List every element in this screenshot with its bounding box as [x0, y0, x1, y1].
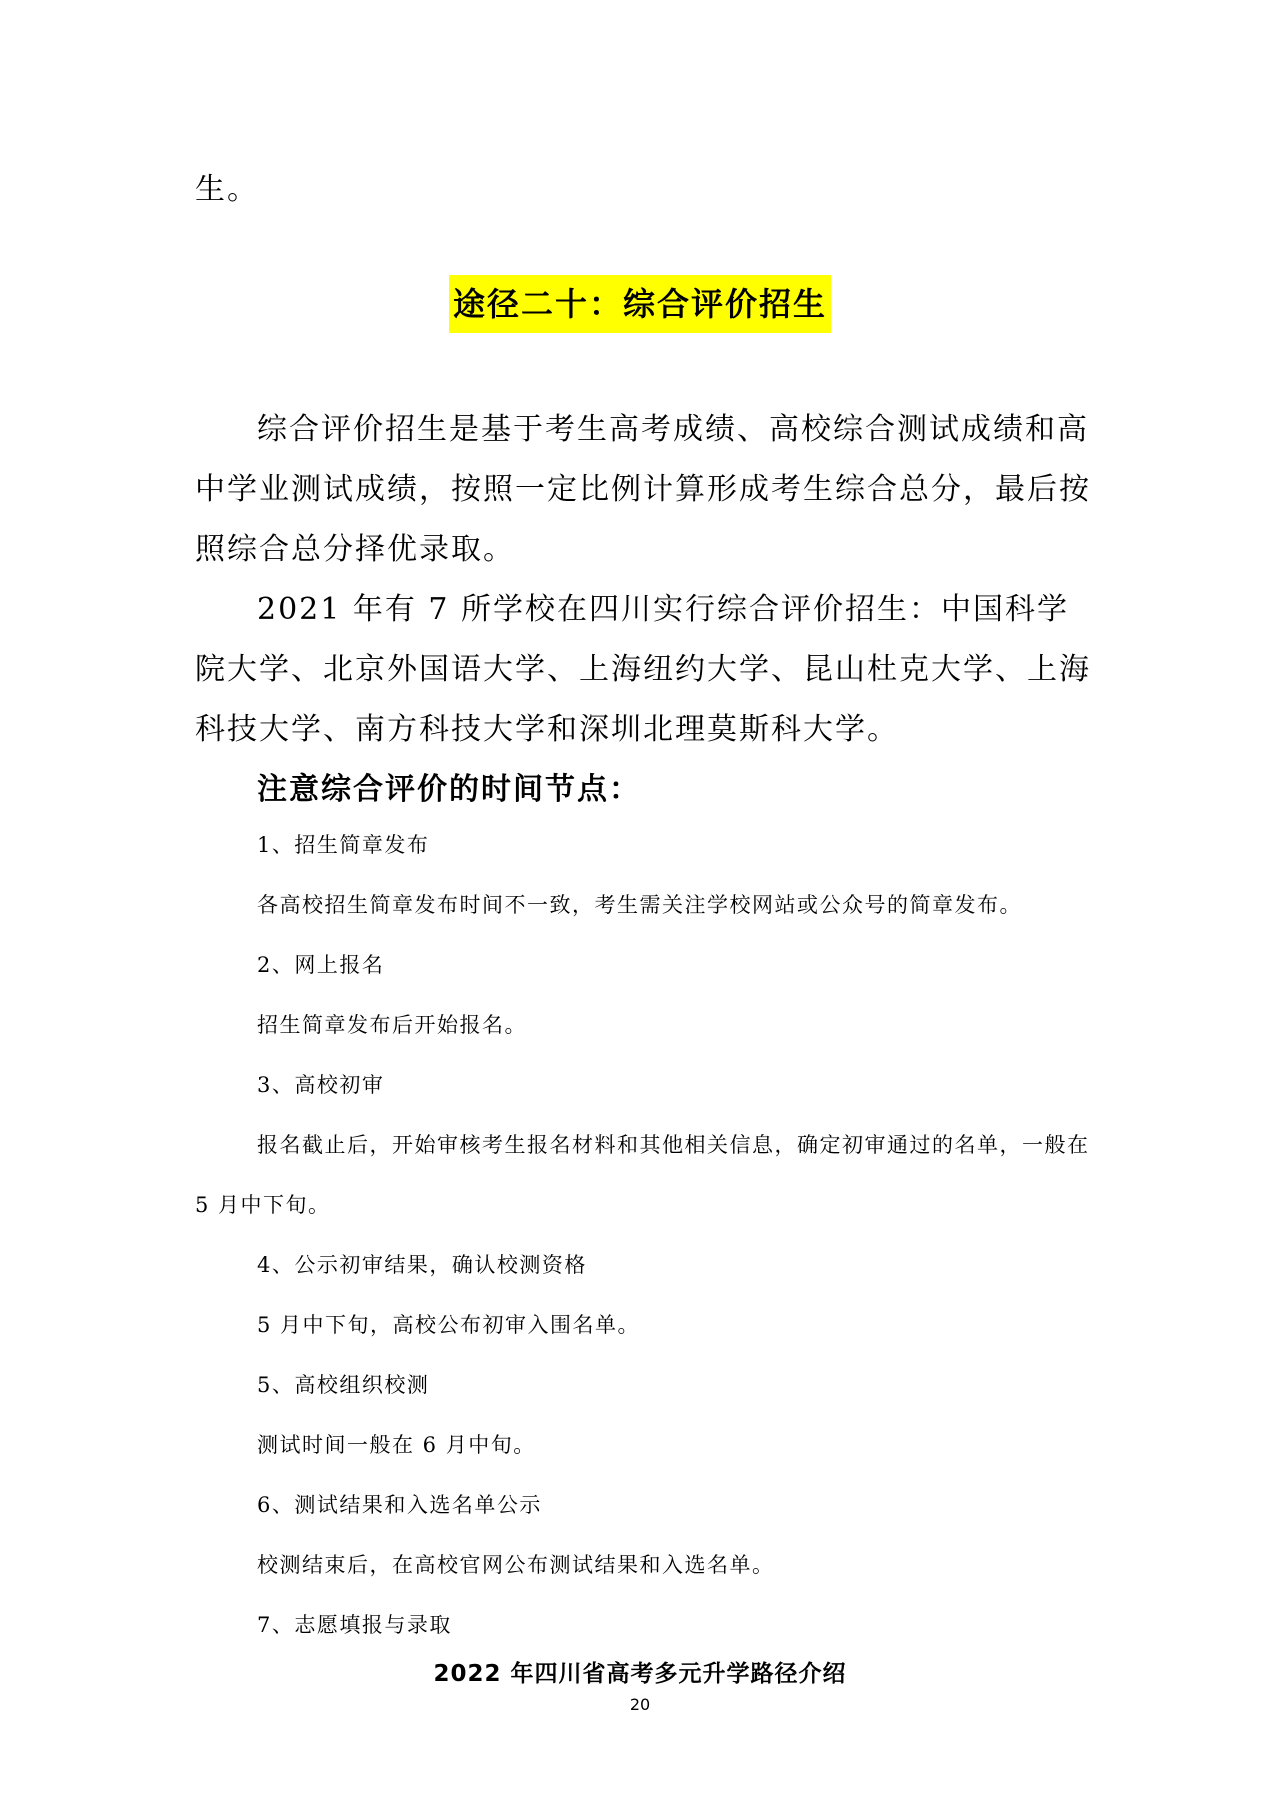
- section-heading-wrapper: [0, 275, 1280, 333]
- page-number: 20: [629, 1695, 651, 1714]
- step-title: 6、测试结果和入选名单公示: [257, 1493, 542, 1517]
- step-body: 招生简章发布后开始报名。: [257, 1013, 527, 1037]
- step-body: 报名截止后，开始审核考生报名材料和其他相关信息，确定初审通过的名单，一般在 5 月中下旬。: [195, 1133, 1090, 1217]
- step-title: 4、公示初审结果，确认校测资格: [257, 1253, 587, 1277]
- subheading: 注意综合评价的时间节点：: [257, 772, 641, 807]
- paragraph-schools: 2021 年有 7 所学校在四川实行综合评价招生：中国科学院大学、北京外国语大学、上海纽约大学、昆山杜克大学、上海科技大学、南方科技大学和深圳北理莫斯科大学。: [195, 592, 1091, 747]
- step-body: 校测结束后，在高校官网公布测试结果和入选名单。: [257, 1553, 775, 1577]
- step-body: 测试时间一般在 6 月中旬。: [257, 1433, 536, 1457]
- step-body: 各高校招生简章发布时间不一致，考生需关注学校网站或公众号的简章发布。: [257, 893, 1022, 917]
- step-title: 5、高校组织校测: [257, 1373, 430, 1397]
- section-heading: 途径二十：综合评价招生: [449, 275, 831, 333]
- step-title: 2、网上报名: [257, 953, 385, 977]
- footer-title: 2022 年四川省高考多元升学路径介绍: [433, 1661, 847, 1687]
- step-title: 1、招生简章发布: [257, 833, 430, 857]
- step-title: 3、高校初审: [257, 1073, 385, 1097]
- step-title: 7、志愿填报与录取: [257, 1613, 452, 1637]
- paragraph-intro: 综合评价招生是基于考生高考成绩、高校综合测试成绩和高中学业测试成绩，按照一定比例计算形成考生综合总分，最后按照综合总分择优录取。: [195, 412, 1091, 567]
- step-body: 5 月中下旬，高校公布初审入围名单。: [257, 1313, 641, 1337]
- continued-text: 生。: [195, 172, 259, 207]
